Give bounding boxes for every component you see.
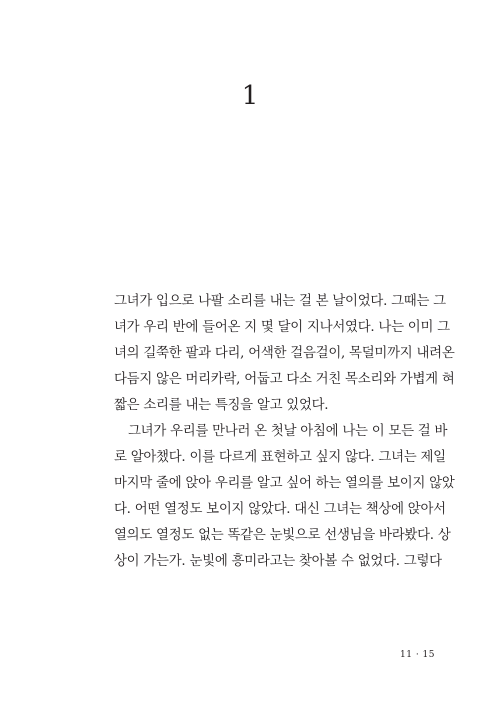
text-line: 짧은 소리를 내는 특징을 알고 있었다.	[114, 398, 329, 413]
text-line: 다. 어떤 열정도 보이지 않았다. 대신 그녀는 책상에 앉아서	[114, 502, 446, 517]
text-line: 다듬지 않은 머리카락, 어둡고 다소 거친 목소리와 가볍게 혀	[114, 372, 455, 387]
body-text	[114, 289, 455, 575]
text-line: 상이 가는가. 눈빛에 흥미라고는 찾아볼 수 없었다. 그렇다	[114, 554, 442, 569]
paragraph-2	[114, 419, 455, 575]
text-line: 녀가 우리 반에 들어온 지 몇 달이 지나서였다. 나는 이미 그	[114, 320, 450, 335]
text-line: 열의도 열정도 없는 똑같은 눈빛으로 선생님을 바라봤다. 상	[114, 528, 451, 543]
text-line: 그녀가 입으로 나팔 소리를 내는 걸 본 날이었다. 그때는 그	[114, 294, 446, 309]
chapter-number: 1	[241, 81, 259, 111]
text-line: 마지막 줄에 앉아 우리를 알고 싶어 하는 열의를 보이지 않았	[114, 476, 455, 491]
text-line: 그녀가 우리를 만나러 온 첫날 아침에 나는 이 모든 걸 바	[128, 424, 448, 439]
paragraph-1	[114, 289, 455, 419]
text-line: 녀의 길쭉한 팔과 다리, 어색한 걸음걸이, 목덜미까지 내려온	[114, 346, 455, 361]
text-line: 로 알아챘다. 이를 다르게 표현하고 싶지 않다. 그녀는 제일	[114, 450, 446, 465]
page-number: 11 · 15	[400, 650, 435, 660]
